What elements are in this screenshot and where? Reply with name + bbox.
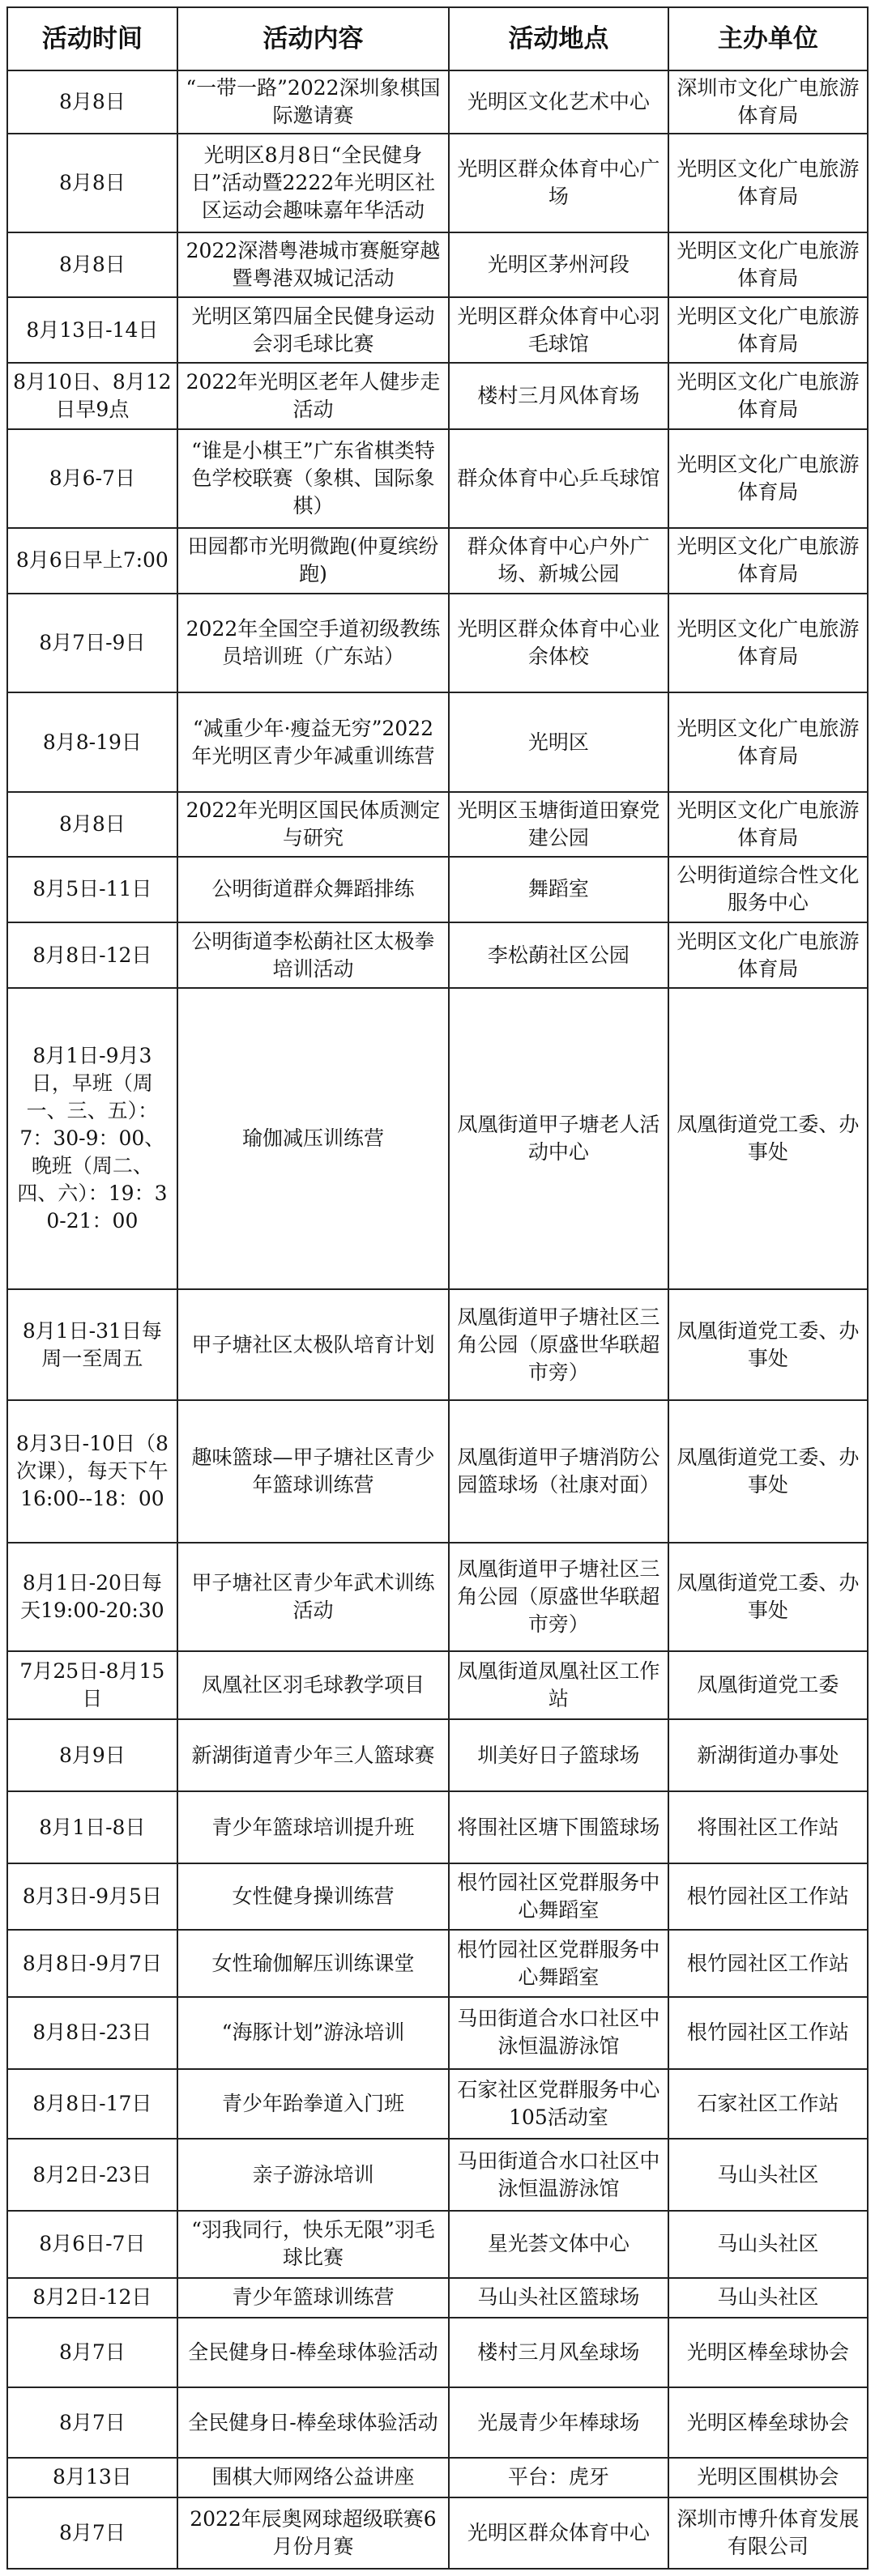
- cell-time: 8月10日、8月12日早9点: [7, 363, 177, 428]
- cell-place: 凤凰街道凤凰社区工作站: [449, 1651, 668, 1720]
- cell-org: 深圳市博升体育发展有限公司: [668, 2497, 868, 2569]
- cell-content: “减重少年·瘦益无穷”2022年光明区青少年减重训练营: [177, 692, 449, 791]
- table-row: [7, 297, 868, 363]
- cell-time: 8月1日-20日每天19:00-20:30: [7, 1543, 177, 1650]
- cell-org: 光明区文化广电旅游体育局: [668, 792, 868, 857]
- table-row: [7, 2069, 868, 2140]
- cell-place: 石家社区党群服务中心105活动室: [449, 2069, 668, 2140]
- cell-place: 马田街道合水口社区中泳恒温游泳馆: [449, 2139, 668, 2211]
- table-row: [7, 2278, 868, 2318]
- table-row: [7, 1651, 868, 1720]
- cell-time: 8月8日: [7, 792, 177, 857]
- cell-content: 2022深潜粤港城市赛艇穿越暨粤港双城记活动: [177, 232, 449, 297]
- cell-place: 凤凰街道甲子塘社区三角公园（原盛世华联超市旁）: [449, 1543, 668, 1650]
- table-row: [7, 429, 868, 528]
- cell-org: 凤凰街道党工委、办事处: [668, 988, 868, 1288]
- cell-content: 趣味篮球—甲子塘社区青少年篮球训练营: [177, 1400, 449, 1543]
- cell-content: 新湖街道青少年三人篮球赛: [177, 1719, 449, 1791]
- cell-content: 凤凰社区羽毛球教学项目: [177, 1651, 449, 1720]
- cell-org: 光明区文化广电旅游体育局: [668, 297, 868, 363]
- cell-content: “羽我同行，快乐无限”羽毛球比赛: [177, 2211, 449, 2277]
- cell-time: 8月9日: [7, 1719, 177, 1791]
- cell-content: 光明区8月8日“全民健身日”活动暨2222年光明区社区运动会趣味嘉年华活动: [177, 134, 449, 232]
- cell-time: 8月5日-11日: [7, 857, 177, 922]
- cell-org: 凤凰街道党工委、办事处: [668, 1289, 868, 1401]
- header-content: 活动内容: [177, 7, 449, 70]
- cell-org: 根竹园社区工作站: [668, 1863, 868, 1930]
- cell-time: 8月8-19日: [7, 692, 177, 791]
- table-row: [7, 2458, 868, 2497]
- cell-content: 2022年光明区国民体质测定与研究: [177, 792, 449, 857]
- cell-content: 公明街道李松蓢社区太极拳培训活动: [177, 922, 449, 988]
- cell-place: 舞蹈室: [449, 857, 668, 922]
- cell-org: 马山头社区: [668, 2211, 868, 2277]
- cell-time: 8月3日-10日（8次课），每天下午16:00--18：00: [7, 1400, 177, 1543]
- header-row: [7, 7, 868, 70]
- cell-place: 凤凰街道甲子塘消防公园篮球场（社康对面）: [449, 1400, 668, 1543]
- cell-place: 马田街道合水口社区中泳恒温游泳馆: [449, 1997, 668, 2069]
- cell-place: 星光荟文体中心: [449, 2211, 668, 2277]
- table-row: [7, 134, 868, 232]
- table-row: [7, 1719, 868, 1791]
- cell-place: 光明区文化艺术中心: [449, 70, 668, 134]
- table-row: [7, 922, 868, 988]
- cell-time: 8月6日早上7:00: [7, 528, 177, 594]
- cell-org: 光明区文化广电旅游体育局: [668, 429, 868, 528]
- cell-content: 女性瑜伽解压训练课堂: [177, 1930, 449, 1996]
- cell-place: 光晟青少年棒球场: [449, 2387, 668, 2458]
- cell-place: 光明区: [449, 692, 668, 791]
- table-row: [7, 2387, 868, 2458]
- cell-content: 青少年篮球训练营: [177, 2278, 449, 2318]
- table-row: [7, 232, 868, 297]
- table-row: [7, 594, 868, 692]
- cell-time: 8月6日-7日: [7, 2211, 177, 2277]
- cell-org: 光明区文化广电旅游体育局: [668, 692, 868, 791]
- table-row: [7, 1791, 868, 1863]
- cell-time: 8月8日-17日: [7, 2069, 177, 2140]
- cell-content: “谁是小棋王”广东省棋类特色学校联赛（象棋、国际象棋）: [177, 429, 449, 528]
- cell-org: 凤凰街道党工委: [668, 1651, 868, 1720]
- cell-time: 8月2日-12日: [7, 2278, 177, 2318]
- cell-org: 凤凰街道党工委、办事处: [668, 1543, 868, 1650]
- cell-content: 甲子塘社区青少年武术训练活动: [177, 1543, 449, 1650]
- cell-place: 凤凰街道甲子塘社区三角公园（原盛世华联超市旁）: [449, 1289, 668, 1401]
- cell-content: 光明区第四届全民健身运动会羽毛球比赛: [177, 297, 449, 363]
- table-row: [7, 1543, 868, 1650]
- cell-org: 石家社区工作站: [668, 2069, 868, 2140]
- cell-place: 平台：虎牙: [449, 2458, 668, 2497]
- cell-org: 马山头社区: [668, 2278, 868, 2318]
- cell-content: 公明街道群众舞蹈排练: [177, 857, 449, 922]
- table-row: [7, 70, 868, 134]
- cell-place: 楼村三月风体育场: [449, 363, 668, 428]
- cell-content: 2022年全国空手道初级教练员培训班（广东站）: [177, 594, 449, 692]
- cell-time: 8月2日-23日: [7, 2139, 177, 2211]
- cell-place: 光明区玉塘街道田寮党建公园: [449, 792, 668, 857]
- cell-org: 根竹园社区工作站: [668, 1930, 868, 1996]
- cell-time: 8月13日: [7, 2458, 177, 2497]
- cell-time: 8月7日: [7, 2497, 177, 2569]
- cell-time: 8月8日-23日: [7, 1997, 177, 2069]
- table-row: [7, 1863, 868, 1930]
- cell-place: 光明区群众体育中心: [449, 2497, 668, 2569]
- cell-time: 8月1日-8日: [7, 1791, 177, 1863]
- cell-org: 光明区文化广电旅游体育局: [668, 594, 868, 692]
- table-row: [7, 792, 868, 857]
- table-row: [7, 692, 868, 791]
- cell-org: 光明区文化广电旅游体育局: [668, 134, 868, 232]
- cell-org: 深圳市文化广电旅游体育局: [668, 70, 868, 134]
- cell-place: 群众体育中心乒乓球馆: [449, 429, 668, 528]
- cell-time: 8月8日-9月7日: [7, 1930, 177, 1996]
- header-org: 主办单位: [668, 7, 868, 70]
- cell-content: 田园都市光明微跑(仲夏缤纷跑): [177, 528, 449, 594]
- table-row: [7, 988, 868, 1288]
- cell-content: 亲子游泳培训: [177, 2139, 449, 2211]
- cell-content: 女性健身操训练营: [177, 1863, 449, 1930]
- table-row: [7, 2139, 868, 2211]
- cell-org: 马山头社区: [668, 2139, 868, 2211]
- cell-place: 将围社区塘下围篮球场: [449, 1791, 668, 1863]
- cell-time: 8月13日-14日: [7, 297, 177, 363]
- cell-content: 青少年篮球培训提升班: [177, 1791, 449, 1863]
- cell-time: 8月7日: [7, 2318, 177, 2388]
- cell-place: 光明区群众体育中心业余体校: [449, 594, 668, 692]
- table-row: [7, 2211, 868, 2277]
- cell-org: 光明区围棋协会: [668, 2458, 868, 2497]
- cell-place: 楼村三月风垒球场: [449, 2318, 668, 2388]
- cell-time: 8月8日: [7, 232, 177, 297]
- cell-place: 根竹园社区党群服务中心舞蹈室: [449, 1930, 668, 1996]
- cell-time: 8月1日-9月3日，早班（周一、三、五）：7：30-9：00、晚班（周二、四、六）：19：30-21：00: [7, 988, 177, 1288]
- cell-org: 新湖街道办事处: [668, 1719, 868, 1791]
- activity-table: [6, 6, 869, 2570]
- table-row: [7, 2497, 868, 2569]
- cell-content: 甲子塘社区太极队培育计划: [177, 1289, 449, 1401]
- cell-content: “一带一路”2022深圳象棋国际邀请赛: [177, 70, 449, 134]
- cell-time: 8月8日: [7, 134, 177, 232]
- cell-org: 凤凰街道党工委、办事处: [668, 1400, 868, 1543]
- cell-content: 全民健身日-棒垒球体验活动: [177, 2318, 449, 2388]
- cell-org: 光明区文化广电旅游体育局: [668, 922, 868, 988]
- cell-org: 光明区文化广电旅游体育局: [668, 363, 868, 428]
- cell-place: 马山头社区篮球场: [449, 2278, 668, 2318]
- cell-time: 8月8日-12日: [7, 922, 177, 988]
- cell-place: 光明区群众体育中心广场: [449, 134, 668, 232]
- cell-org: 将围社区工作站: [668, 1791, 868, 1863]
- table-row: [7, 1289, 868, 1401]
- table-row: [7, 363, 868, 428]
- header-place: 活动地点: [449, 7, 668, 70]
- cell-content: 2022年辰奥网球超级联赛6月份月赛: [177, 2497, 449, 2569]
- table-row: [7, 1930, 868, 1996]
- cell-content: 瑜伽减压训练营: [177, 988, 449, 1288]
- cell-place: 李松蓢社区公园: [449, 922, 668, 988]
- table-row: [7, 528, 868, 594]
- cell-time: 8月6-7日: [7, 429, 177, 528]
- cell-content: 青少年跆拳道入门班: [177, 2069, 449, 2140]
- cell-org: 光明区棒垒球协会: [668, 2387, 868, 2458]
- cell-content: 2022年光明区老年人健步走活动: [177, 363, 449, 428]
- cell-org: 光明区文化广电旅游体育局: [668, 232, 868, 297]
- table-row: [7, 857, 868, 922]
- cell-content: 围棋大师网络公益讲座: [177, 2458, 449, 2497]
- cell-place: 圳美好日子篮球场: [449, 1719, 668, 1791]
- table-row: [7, 2318, 868, 2388]
- cell-time: 8月7日: [7, 2387, 177, 2458]
- cell-content: “海豚计划”游泳培训: [177, 1997, 449, 2069]
- cell-place: 凤凰街道甲子塘老人活动中心: [449, 988, 668, 1288]
- cell-time: 8月1日-31日每周一至周五: [7, 1289, 177, 1401]
- cell-place: 根竹园社区党群服务中心舞蹈室: [449, 1863, 668, 1930]
- cell-time: 8月3日-9月5日: [7, 1863, 177, 1930]
- header-time: 活动时间: [7, 7, 177, 70]
- cell-org: 公明街道综合性文化服务中心: [668, 857, 868, 922]
- cell-time: 8月7日-9日: [7, 594, 177, 692]
- cell-time: 8月8日: [7, 70, 177, 134]
- table-row: [7, 1400, 868, 1543]
- cell-place: 群众体育中心户外广场、新城公园: [449, 528, 668, 594]
- cell-place: 光明区群众体育中心羽毛球馆: [449, 297, 668, 363]
- table-row: [7, 1997, 868, 2069]
- cell-place: 光明区茅州河段: [449, 232, 668, 297]
- cell-org: 光明区文化广电旅游体育局: [668, 528, 868, 594]
- cell-time: 7月25日-8月15日: [7, 1651, 177, 1720]
- cell-org: 光明区棒垒球协会: [668, 2318, 868, 2388]
- cell-content: 全民健身日-棒垒球体验活动: [177, 2387, 449, 2458]
- cell-org: 根竹园社区工作站: [668, 1997, 868, 2069]
